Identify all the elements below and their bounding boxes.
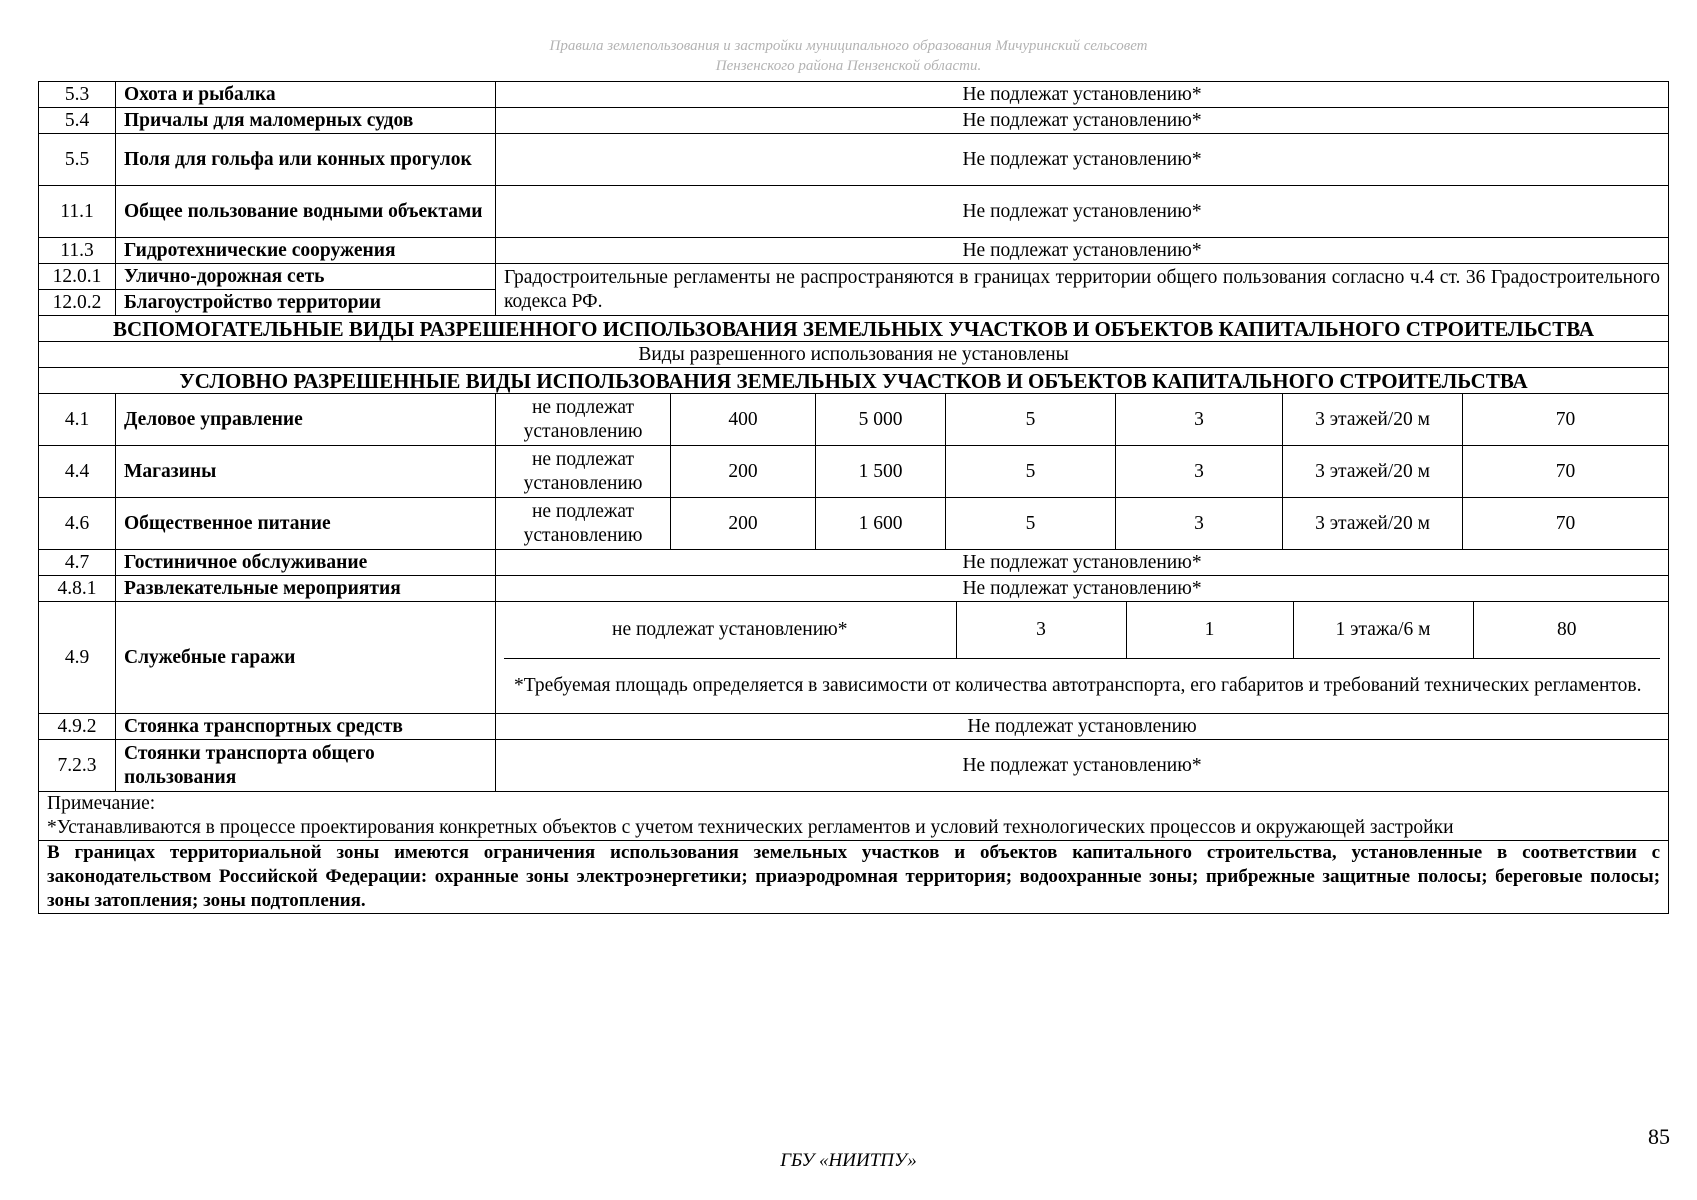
row-code: 12.0.1 [39,264,116,290]
row-name: Охота и рыбалка [116,82,496,108]
row-code: 4.9 [39,602,116,714]
table-row [39,576,1669,602]
header-line-2: Пензенского района Пензенской области. [715,58,982,74]
row-value: Не подлежат установлению [496,714,1669,740]
row-value: Не подлежат установлению* [496,740,1669,792]
cell: не подлежат установлению* [504,602,956,659]
note-title: Примечание: [47,793,156,814]
section-heading-cond: УСЛОВНО РАЗРЕШЕННЫЕ ВИДЫ ИСПОЛЬЗОВАНИЯ ЗЕМЕЛЬНЫХ УЧАСТКОВ И ОБЪЕКТОВ КАПИТАЛЬНОГО СТРОИТЕЛЬСТВА [39,368,1669,394]
row-name: Стоянка транспортных средств [116,714,496,740]
cell: 1 этажа/6 м [1293,602,1473,659]
row-code: 4.7 [39,550,116,576]
row-code: 11.3 [39,238,116,264]
table-row [39,238,1669,264]
cell: 3 [1116,394,1283,446]
cell: не подлежат установлению [496,394,671,446]
table-row [39,186,1669,238]
cell: 1 500 [816,446,946,498]
cell: 3 [956,602,1126,659]
row-code: 5.5 [39,134,116,186]
row-value: Не подлежат установлению* [496,108,1669,134]
row-value: Не подлежат установлению* [496,186,1669,238]
row-value: Не подлежат установлению* [496,82,1669,108]
table-row [39,264,1669,290]
row-code: 4.9.2 [39,714,116,740]
cell: 3 этажей/20 м [1283,446,1463,498]
cell: 5 [946,498,1116,550]
cell: 80 [1473,602,1660,659]
table-row [39,498,1669,550]
table-row [39,740,1669,792]
row-name: Общее пользование водными объектами [116,186,496,238]
row-value: Не подлежат установлению* [496,238,1669,264]
row-code: 4.4 [39,446,116,498]
gradostr-text: Градостроительные регламенты не распространяются в границах территории общего пользования согласно ч.4 ст. 36 Градостроительного кодекса РФ. [496,264,1669,316]
row-value: Не подлежат установлению* [496,550,1669,576]
row-code: 4.1 [39,394,116,446]
cell: 200 [671,498,816,550]
cell: 3 этажей/20 м [1283,498,1463,550]
table-row [39,714,1669,740]
table-row [504,659,1660,714]
table-row [39,394,1669,446]
garage-footnote: *Требуемая площадь определяется в зависимости от количества автотранспорта, его габаритов и требований технических регламентов. [514,675,1642,696]
cell: 400 [671,394,816,446]
row-name: Общественное питание [116,498,496,550]
row-code: 5.4 [39,108,116,134]
row-name: Гидротехнические сооружения [116,238,496,264]
cell: 1 600 [816,498,946,550]
page-footer: ГБУ «НИИТПУ» [780,1150,917,1171]
cell: не подлежат установлению [496,446,671,498]
note-row [39,792,1669,841]
cell: 5 000 [816,394,946,446]
table-row [39,550,1669,576]
row-code: 12.0.2 [39,290,116,316]
cell: 70 [1463,394,1669,446]
table-row [39,108,1669,134]
restrictions-text: В границах территориальной зоны имеются ограничения использования земельных участков и объектов капитального строительства, установленные в соответствии с законодательством Российской Федерации: охранные зоны электроэнергетики; приаэродромная территория; водоохранные зоны; прибрежные защитные полосы; береговые полосы; зоны затопления; зоны подтопления. [39,841,1669,914]
row-name: Гостиничное обслуживание [116,550,496,576]
row-name: Стоянки транспорта общего пользования [116,740,496,792]
regulations-table [38,81,1669,914]
header-line-1: Правила землепользования и застройки муниципального образования Мичуринский сельсовет [549,38,1148,54]
garage-subtable [504,602,1660,713]
row-value: Не подлежат установлению* [496,576,1669,602]
row-name: Благоустройство территории [116,290,496,316]
cell: 5 [946,394,1116,446]
cell: 1 [1126,602,1293,659]
row-code: 4.8.1 [39,576,116,602]
cell: 3 [1116,446,1283,498]
row-code: 11.1 [39,186,116,238]
table-row [39,602,1669,714]
row-name: Служебные гаражи [116,602,496,714]
row-code: 7.2.3 [39,740,116,792]
table-row [39,82,1669,108]
note-cell [39,792,1669,841]
cell: 3 этажей/20 м [1283,394,1463,446]
cell: не подлежат установлению [496,498,671,550]
section-heading-aux: ВСПОМОГАТЕЛЬНЫЕ ВИДЫ РАЗРЕШЕННОГО ИСПОЛЬЗОВАНИЯ ЗЕМЕЛЬНЫХ УЧАСТКОВ И ОБЪЕКТОВ КАПИТАЛЬНОГО СТРОИТЕЛЬСТВА [39,316,1669,342]
cell: 5 [946,446,1116,498]
restrictions-row [39,841,1669,914]
table-row [39,446,1669,498]
row-name: Улично-дорожная сеть [116,264,496,290]
row-name: Причалы для маломерных судов [116,108,496,134]
cell: 3 [1116,498,1283,550]
cell: 70 [1463,498,1669,550]
row-value: Не подлежат установлению* [496,134,1669,186]
table-row [39,342,1669,368]
cell: 200 [671,446,816,498]
table-row [39,134,1669,186]
page-number: 85 [1648,1124,1670,1149]
row-name: Деловое управление [116,394,496,446]
table-row [504,602,1660,659]
aux-text: Виды разрешенного использования не установлены [39,342,1669,368]
garage-subtable-cell [496,602,1669,714]
row-code: 4.6 [39,498,116,550]
section-row [39,368,1669,394]
row-code: 5.3 [39,82,116,108]
row-name: Магазины [116,446,496,498]
cell: 70 [1463,446,1669,498]
row-name: Поля для гольфа или конных прогулок [116,134,496,186]
page-header [0,36,1697,76]
row-name: Развлекательные мероприятия [116,576,496,602]
note-text: *Устанавливаются в процессе проектирования конкретных объектов с учетом технических регламентов и условий технологических процессов и окружающей застройки [47,817,1454,838]
section-row [39,316,1669,342]
